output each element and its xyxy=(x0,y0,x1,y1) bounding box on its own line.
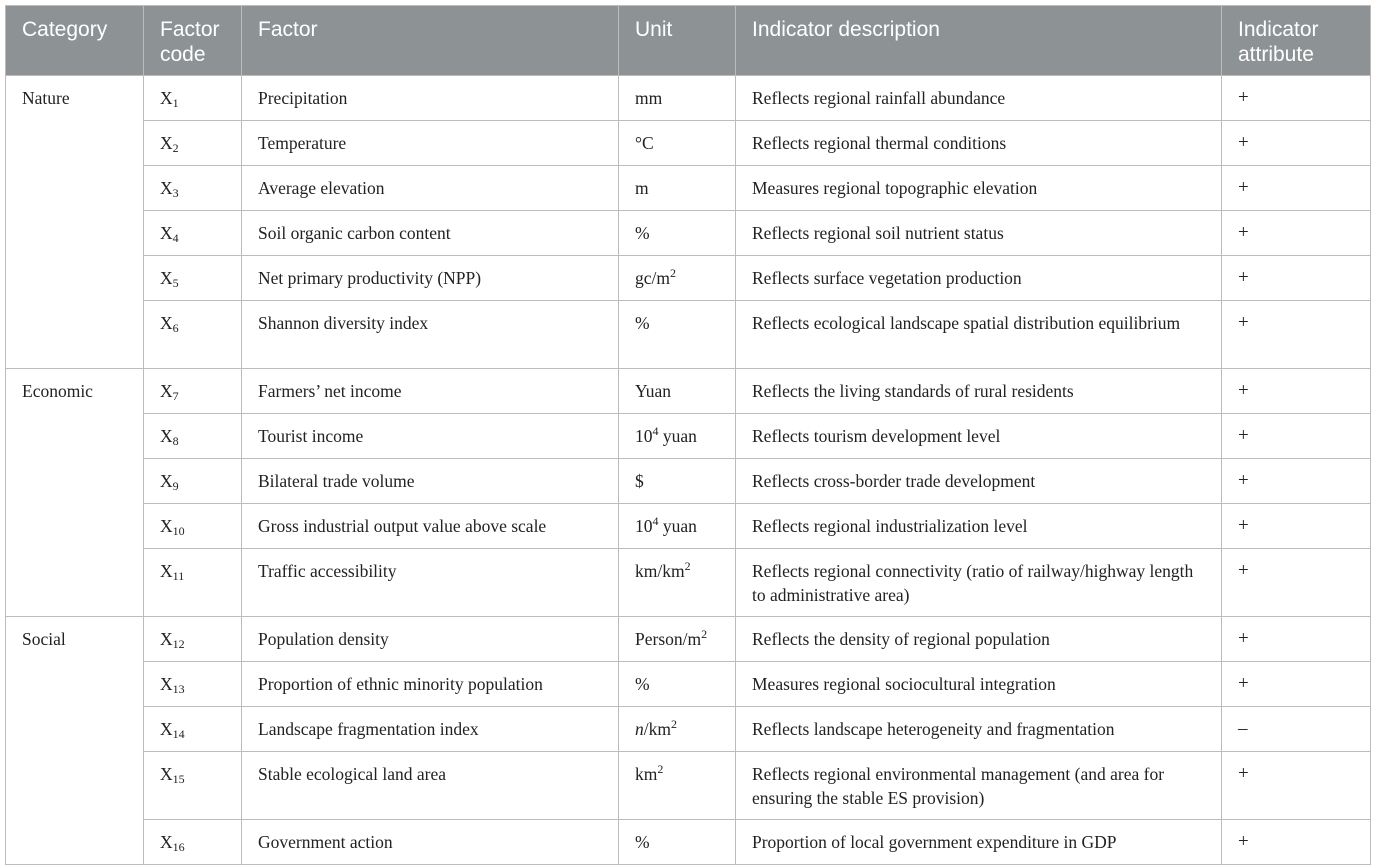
category-cell xyxy=(6,707,144,752)
factor-code-subscript: 16 xyxy=(172,840,185,854)
unit-part: 2 xyxy=(701,627,708,641)
indicator-attribute-cell: + xyxy=(1222,504,1371,549)
indicator-attribute-cell: + xyxy=(1222,76,1371,121)
table-row xyxy=(6,504,1371,549)
unit-cell xyxy=(619,256,736,301)
indicator-description-cell: Reflects regional environmental management (and area for ensuring the stable ES provision) xyxy=(736,752,1222,820)
indicator-attribute-cell: + xyxy=(1222,617,1371,662)
factor-code-base: X xyxy=(160,381,173,401)
indicator-attribute-cell: + xyxy=(1222,211,1371,256)
factor-cell: Proportion of ethnic minority population xyxy=(242,662,619,707)
factor-code-subscript: 10 xyxy=(172,524,185,538)
indicator-description-cell: Reflects landscape heterogeneity and fragmentation xyxy=(736,707,1222,752)
unit-part: 2 xyxy=(670,717,677,731)
category-cell: Economic xyxy=(6,369,144,414)
header-factor: Factor xyxy=(242,6,619,76)
header-factor-code: Factor code xyxy=(144,6,242,76)
factor-code-cell xyxy=(144,121,242,166)
table-row xyxy=(6,662,1371,707)
unit-cell xyxy=(619,504,736,549)
table-row xyxy=(6,414,1371,459)
unit-cell xyxy=(619,369,736,414)
indicator-attribute-cell: + xyxy=(1222,549,1371,617)
table-row xyxy=(6,76,1371,121)
indicator-description-cell: Proportion of local government expenditure in GDP xyxy=(736,820,1222,865)
unit-cell xyxy=(619,76,736,121)
indicator-description-cell: Reflects ecological landscape spatial distribution equilibrium xyxy=(736,301,1222,369)
unit-part: 2 xyxy=(684,559,691,573)
category-cell xyxy=(6,211,144,256)
factor-code-subscript: 7 xyxy=(172,389,179,403)
unit-cell xyxy=(619,459,736,504)
unit-part: km/km xyxy=(635,561,685,581)
indicator-description-cell: Reflects the density of regional population xyxy=(736,617,1222,662)
unit-part: 10 xyxy=(635,426,653,446)
unit-part: /km xyxy=(643,719,671,739)
factor-code-cell xyxy=(144,617,242,662)
factor-code-base: X xyxy=(160,313,173,333)
factor-code-subscript: 6 xyxy=(172,321,179,335)
factor-code-cell xyxy=(144,166,242,211)
unit-part: m xyxy=(635,178,649,198)
indicator-description-cell: Reflects regional rainfall abundance xyxy=(736,76,1222,121)
factor-cell: Shannon diversity index xyxy=(242,301,619,369)
table-header xyxy=(6,6,1371,76)
factor-code-subscript: 5 xyxy=(172,276,179,290)
unit-part: 2 xyxy=(670,266,676,280)
category-cell xyxy=(6,662,144,707)
factor-cell: Government action xyxy=(242,820,619,865)
factor-cell: Stable ecological land area xyxy=(242,752,619,820)
table-row xyxy=(6,752,1371,820)
factor-code-base: X xyxy=(160,268,173,288)
table-row xyxy=(6,820,1371,865)
factor-code-base: X xyxy=(160,426,173,446)
indicator-attribute-cell: + xyxy=(1222,662,1371,707)
factor-code-subscript: 14 xyxy=(172,727,185,741)
unit-cell xyxy=(619,301,736,369)
unit-part: Person/m xyxy=(635,629,702,649)
factor-code-cell xyxy=(144,820,242,865)
table-body xyxy=(6,76,1371,865)
table-row xyxy=(6,369,1371,414)
table-row xyxy=(6,256,1371,301)
indicator-description-cell: Reflects regional thermal conditions xyxy=(736,121,1222,166)
table-row xyxy=(6,617,1371,662)
factor-cell: Bilateral trade volume xyxy=(242,459,619,504)
factor-cell: Average elevation xyxy=(242,166,619,211)
unit-part: % xyxy=(635,674,650,694)
category-cell xyxy=(6,504,144,549)
factor-code-subscript: 15 xyxy=(172,772,185,786)
unit-part: °C xyxy=(635,133,654,153)
unit-part: % xyxy=(635,313,650,333)
factor-code-cell xyxy=(144,707,242,752)
unit-part: yuan xyxy=(658,516,697,536)
factor-code-base: X xyxy=(160,516,173,536)
factor-code-subscript: 3 xyxy=(172,186,179,200)
unit-part: % xyxy=(635,223,650,243)
factor-cell: Temperature xyxy=(242,121,619,166)
factor-code-cell xyxy=(144,549,242,617)
unit-part: 4 xyxy=(652,514,659,528)
unit-cell xyxy=(619,752,736,820)
table-row xyxy=(6,707,1371,752)
factor-code-base: X xyxy=(160,133,173,153)
table-row xyxy=(6,166,1371,211)
factor-code-base: X xyxy=(160,832,173,852)
factor-code-subscript: 12 xyxy=(172,637,185,651)
category-cell xyxy=(6,166,144,211)
indicator-attribute-cell: + xyxy=(1222,301,1371,369)
factor-cell: Traffic accessibility xyxy=(242,549,619,617)
unit-cell xyxy=(619,414,736,459)
indicator-description-cell: Reflects surface vegetation production xyxy=(736,256,1222,301)
table-row xyxy=(6,459,1371,504)
unit-part: $ xyxy=(635,471,644,491)
unit-cell xyxy=(619,662,736,707)
indicator-description-cell: Measures regional sociocultural integration xyxy=(736,662,1222,707)
factor-code-subscript: 11 xyxy=(172,569,185,583)
unit-part: gc/m xyxy=(635,268,670,288)
factor-code-base: X xyxy=(160,764,173,784)
unit-part: n xyxy=(635,719,644,739)
factor-code-base: X xyxy=(160,88,173,108)
category-cell xyxy=(6,459,144,504)
table-row xyxy=(6,121,1371,166)
category-cell xyxy=(6,414,144,459)
factor-code-subscript: 2 xyxy=(172,141,179,155)
factor-code-cell xyxy=(144,662,242,707)
factor-code-subscript: 9 xyxy=(172,479,179,493)
indicator-attribute-cell: + xyxy=(1222,166,1371,211)
indicator-attribute-cell: + xyxy=(1222,369,1371,414)
indicator-description-cell: Measures regional topographic elevation xyxy=(736,166,1222,211)
factor-code-cell xyxy=(144,76,242,121)
header-unit: Unit xyxy=(619,6,736,76)
factor-code-base: X xyxy=(160,178,173,198)
unit-cell xyxy=(619,617,736,662)
category-cell xyxy=(6,256,144,301)
category-cell: Nature xyxy=(6,76,144,121)
indicator-attribute-cell: + xyxy=(1222,256,1371,301)
indicator-description-cell: Reflects the living standards of rural residents xyxy=(736,369,1222,414)
category-cell xyxy=(6,301,144,369)
unit-part: km xyxy=(635,764,658,784)
factor-code-cell xyxy=(144,459,242,504)
table-row xyxy=(6,549,1371,617)
category-cell xyxy=(6,752,144,820)
factor-table xyxy=(5,5,1371,865)
indicator-attribute-cell: + xyxy=(1222,752,1371,820)
indicator-attribute-cell: + xyxy=(1222,459,1371,504)
factor-cell: Landscape fragmentation index xyxy=(242,707,619,752)
factor-code-subscript: 13 xyxy=(172,682,185,696)
factor-code-base: X xyxy=(160,561,173,581)
unit-part: 10 xyxy=(635,516,653,536)
factor-code-base: X xyxy=(160,223,173,243)
factor-code-base: X xyxy=(160,719,173,739)
factor-code-cell xyxy=(144,369,242,414)
indicator-description-cell: Reflects regional soil nutrient status xyxy=(736,211,1222,256)
factor-cell: Soil organic carbon content xyxy=(242,211,619,256)
factor-code-cell xyxy=(144,414,242,459)
factor-code-cell xyxy=(144,256,242,301)
factor-code-base: X xyxy=(160,674,173,694)
factor-cell: Population density xyxy=(242,617,619,662)
factor-code-base: X xyxy=(160,629,173,649)
factor-cell: Precipitation xyxy=(242,76,619,121)
unit-cell xyxy=(619,820,736,865)
category-cell xyxy=(6,121,144,166)
factor-code-subscript: 8 xyxy=(172,434,179,448)
category-cell xyxy=(6,820,144,865)
indicator-description-cell: Reflects cross-border trade development xyxy=(736,459,1222,504)
unit-cell xyxy=(619,549,736,617)
indicator-description-cell: Reflects regional industrialization level xyxy=(736,504,1222,549)
unit-cell xyxy=(619,121,736,166)
indicator-description-cell: Reflects tourism development level xyxy=(736,414,1222,459)
factor-cell: Gross industrial output value above scale xyxy=(242,504,619,549)
factor-code-subscript: 1 xyxy=(172,96,179,110)
indicator-attribute-cell: – xyxy=(1222,707,1371,752)
factor-cell: Tourist income xyxy=(242,414,619,459)
unit-part: mm xyxy=(635,88,663,108)
header-indicator-attribute: Indicator attribute xyxy=(1222,6,1371,76)
factor-code-base: X xyxy=(160,471,173,491)
factor-code-cell xyxy=(144,504,242,549)
factor-code-cell xyxy=(144,301,242,369)
indicator-description-cell: Reflects regional connectivity (ratio of railway/highway length to administrative area) xyxy=(736,549,1222,617)
unit-cell xyxy=(619,166,736,211)
factor-code-subscript: 4 xyxy=(172,231,179,245)
factor-code-cell xyxy=(144,752,242,820)
unit-cell xyxy=(619,707,736,752)
indicator-attribute-cell: + xyxy=(1222,121,1371,166)
unit-part: yuan xyxy=(658,426,697,446)
factor-cell: Net primary productivity (NPP) xyxy=(242,256,619,301)
unit-cell xyxy=(619,211,736,256)
table-row xyxy=(6,211,1371,256)
factor-code-cell xyxy=(144,211,242,256)
header-indicator-description: Indicator description xyxy=(736,6,1222,76)
unit-part: % xyxy=(635,832,650,852)
unit-part: 4 xyxy=(652,424,659,438)
unit-part: 2 xyxy=(657,762,664,776)
category-cell xyxy=(6,549,144,617)
unit-part: Yuan xyxy=(635,381,671,401)
table-row xyxy=(6,301,1371,369)
indicator-attribute-cell: + xyxy=(1222,820,1371,865)
indicator-attribute-cell: + xyxy=(1222,414,1371,459)
category-cell: Social xyxy=(6,617,144,662)
factor-cell: Farmers’ net income xyxy=(242,369,619,414)
header-category: Category xyxy=(6,6,144,76)
